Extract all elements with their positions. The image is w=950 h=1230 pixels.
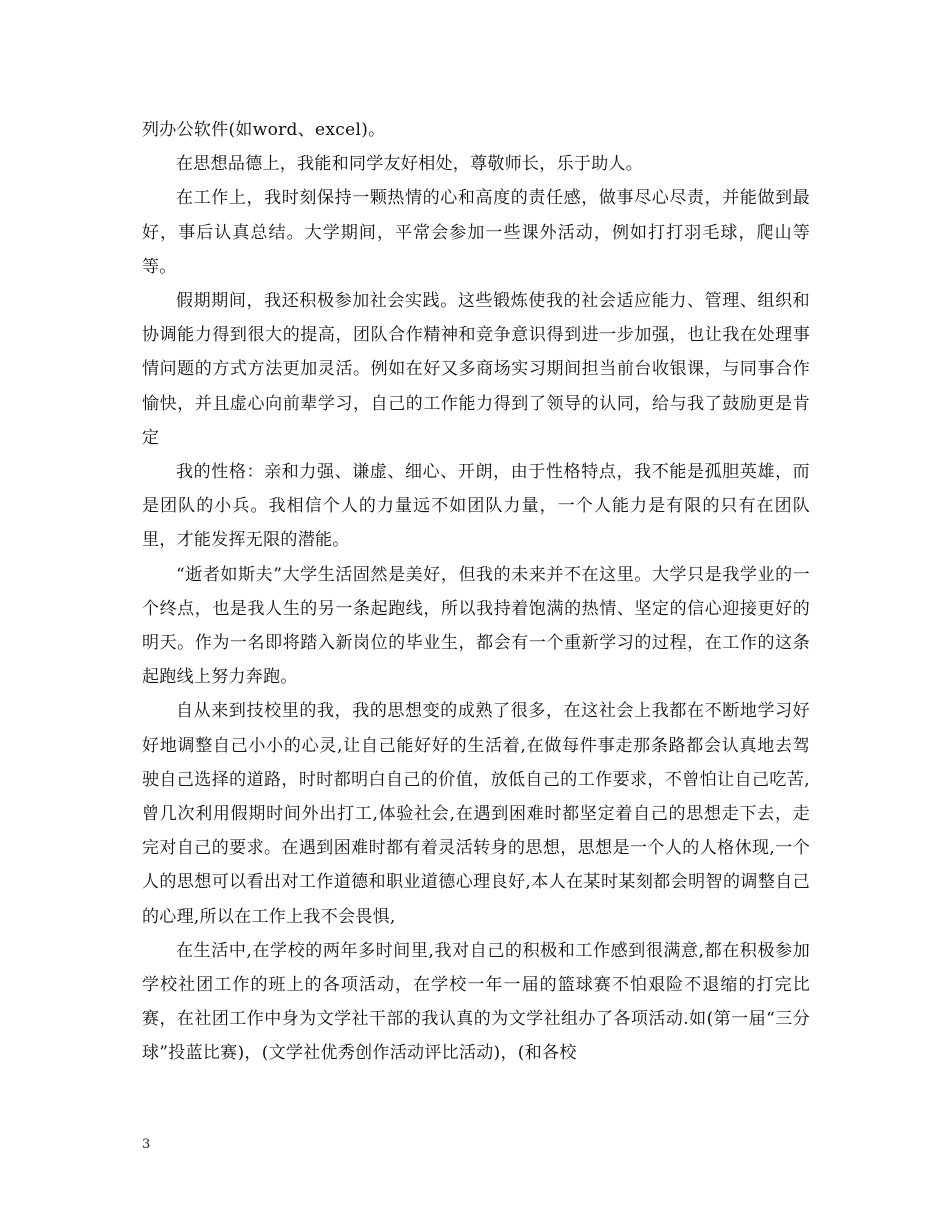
paragraph-2: 在思想品德上，我能和同学友好相处，尊敬师长，乐于助人。 <box>176 154 644 175</box>
page-number: 3 <box>142 1137 151 1152</box>
paragraph-1: 列办公软件(如word、excel)。 <box>142 120 386 140</box>
paragraph-7: 自从来到技校里的我，我的思想变的成熟了很多，在这社会上我都在不断地学习好好地调整自己小小的心灵,让自己能好好的生活着,在做每件事走那条路都会认真地去驾驶自己选择的道路，时时都明白自己的价值，放低自己的工作要求，不曾怕让自己吃苦,曾几次利用假期时间外出打工,体验社会,在遇到困难时都坚定着自己的思想走下去，走完对自己的要求。在遇到困难时都有着灵活转身的思想，思想是一个人的人格休现,一个人的思想可以看出对工作道德和职业道德心理良好,本人在某时某刻都会明智的调整自己的心理,所以在工作上我不会畏惧, <box>142 701 810 927</box>
paragraph-4: 假期期间，我还积极参加社会实践。这些锻炼使我的社会适应能力、管理、组织和协调能力得到很大的提高，团队合作精神和竞争意识得到进一步加强，也让我在处理事情问题的方式方法更加灵活。例如在好又多商场实习期间担当前台收银课，与同事合作愉快，并且虚心向前辈学习，自己的工作能力得到了领导的认同，给与我了鼓励更是肯定 <box>142 291 810 448</box>
paragraph-8: 在生活中,在学校的两年多时间里,我对自己的积极和工作感到很满意,都在积极参加学校社团工作的班上的各项活动，在学校一年一届的篮球赛不怕艰险不退缩的打完比赛，在社团工作中身为文学社干部的我认真的为文学社组办了各项活动.如(第一届“三分球”投蓝比赛)，(文学社优秀创作活动评比活动)，(和各校 <box>142 940 810 1064</box>
paragraph-3: 在工作上，我时刻保持一颗热情的心和高度的责任感，做事尽心尽责，并能做到最好，事后认真总结。大学期间，平常会参加一些课外活动，例如打打羽毛球，爬山等等。 <box>142 188 810 277</box>
document-body <box>142 113 810 1071</box>
paragraph-6: “逝者如斯夫”大学生活固然是美好，但我的未来并不在这里。大学只是我学业的一个终点，也是我人生的另一条起跑线，所以我持着饱满的热情、坚定的信心迎接更好的明天。作为一名即将踏入新岗位的毕业生，都会有一个重新学习的过程，在工作的这条起跑线上努力奔跑。 <box>142 564 810 688</box>
paragraph-5: 我的性格：亲和力强、谦虚、细心、开朗，由于性格特点，我不能是孤胆英雄，而是团队的小兵。我相信个人的力量远不如团队力量，一个人能力是有限的只有在团队里，才能发挥无限的潜能。 <box>142 462 810 551</box>
